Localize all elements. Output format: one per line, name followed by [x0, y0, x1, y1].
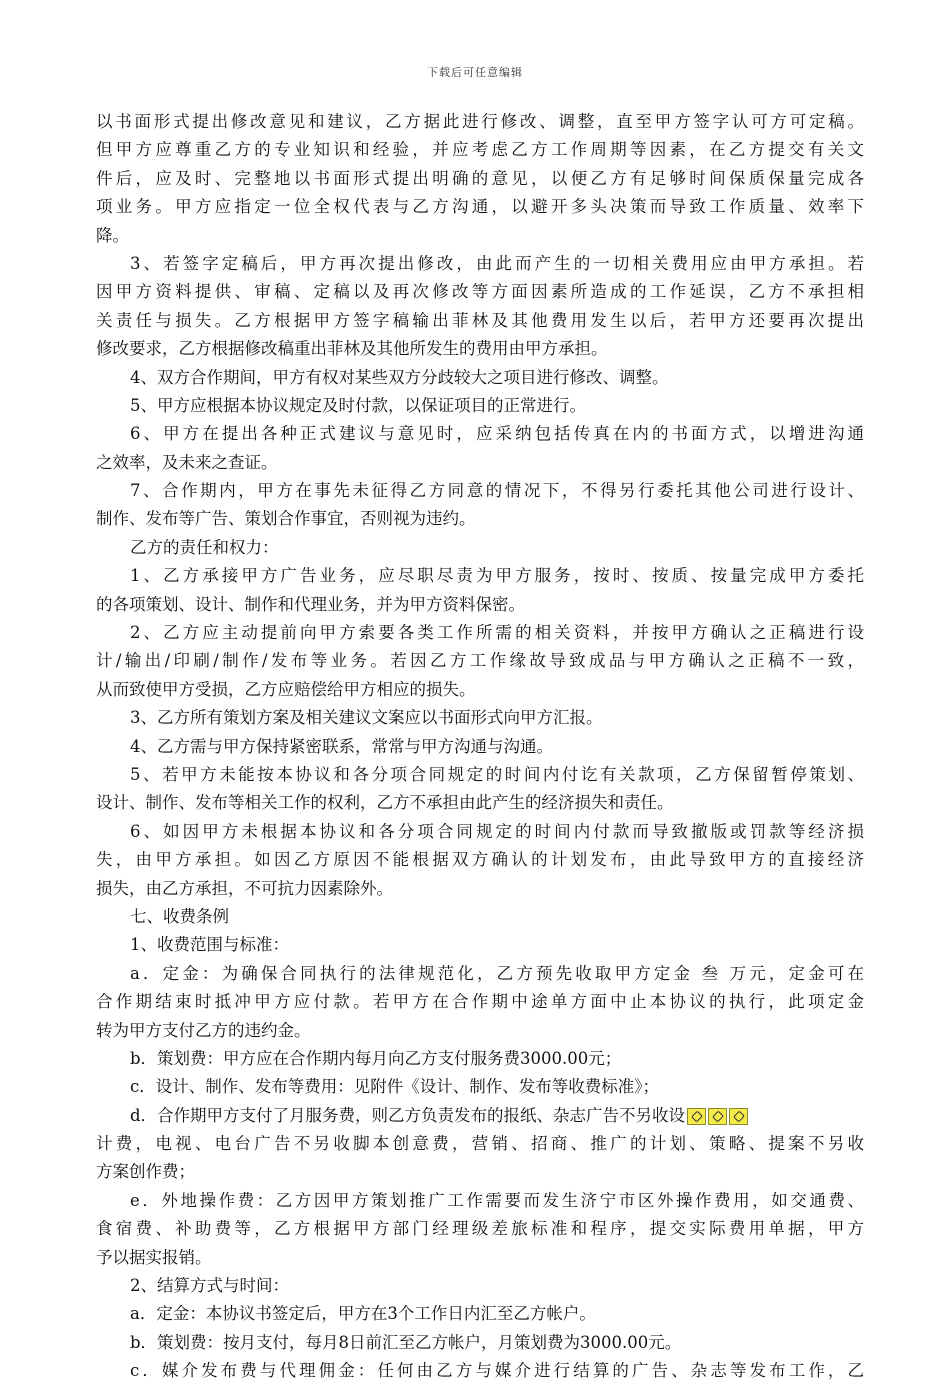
text-line: 合作期结束时抵冲甲方应付款。若甲方在合作期中途单方面中止本协议的执行，此项定金 [96, 992, 864, 1012]
text-line: 修改要求，乙方根据修改稿重出菲林及其他所发生的费用由甲方承担。 [96, 339, 608, 359]
text-line: 失，由甲方承担。如因乙方原因不能根据双方确认的计划发布，由此导致甲方的直接经济 [96, 850, 864, 870]
section-heading: 七、收费条例 [130, 906, 229, 926]
text-line: 转为甲方支付乙方的违约金。 [96, 1020, 311, 1040]
page-header: 下载后可任意编辑 [427, 66, 523, 79]
text-line: 食宿费、补助费等，乙方根据甲方部门经理级差旅标准和程序，提交实际费用单据，甲方 [96, 1219, 864, 1239]
subsection-heading: 1、收费范围与标准： [130, 935, 289, 955]
text-line: a．定金：为确保合同执行的法律规范化，乙方预先收取甲方定金 叁 万元，定金可在 [130, 963, 864, 983]
text-line: 3、若签字定稿后，甲方再次提出修改，由此而产生的一切相关费用应由甲方承担。若 [130, 253, 864, 273]
text-line: b．策划费：按月支付，每月8日前汇至乙方帐户，月策划费为3000.00元。 [130, 1332, 682, 1352]
text-line: 4、乙方需与甲方保持紧密联系，常常与甲方沟通与沟通。 [130, 736, 553, 756]
text-line: 计费，电视、电台广告不另收脚本创意费，营销、招商、推广的计划、策略、提案不另收 [96, 1134, 864, 1154]
text-line: 因甲方资料提供、审稿、定稿以及再次修改等方面因素所造成的工作延误，乙方不承担相 [96, 282, 864, 302]
link-icon [729, 1108, 748, 1125]
link-icon [708, 1108, 727, 1125]
placeholder-marks [687, 1102, 750, 1130]
text-line: 制作、发布等广告、策划合作事宜，否则视为违约。 [96, 509, 476, 529]
text-line: 以书面形式提出修改意见和建议，乙方据此进行修改、调整，直至甲方签字认可方可定稿。 [96, 112, 864, 131]
text-line: 1、乙方承接甲方广告业务，应尽职尽责为甲方服务，按时、按质、按量完成甲方委托 [130, 566, 864, 586]
text-line: 5、若甲方未能按本协议和各分项合同规定的时间内付讫有关款项，乙方保留暂停策划、 [130, 764, 864, 784]
text-line: 关责任与损失。乙方根据甲方签字稿输出菲林及其他费用发生以后，若甲方还要再次提出 [96, 310, 864, 330]
text-line: d．合作期甲方支付了月服务费，则乙方负责发布的报纸、杂志广告不另收设 [130, 1105, 686, 1125]
text-line: a．定金：本协议书签定后，甲方在3个工作日内汇至乙方帐户。 [130, 1304, 596, 1324]
text-line: 予以据实报销。 [96, 1247, 212, 1267]
text-line: 4、双方合作期间，甲方有权对某些双方分歧较大之项目进行修改、调整。 [130, 367, 669, 387]
text-line: 3、乙方所有策划方案及相关建议文案应以书面形式向甲方汇报。 [130, 708, 603, 728]
text-line: b．策划费：甲方应在合作期内每月向乙方支付服务费3000.00元； [130, 1048, 622, 1068]
text-line: 计/输出/印刷/制作/发布等业务。若因乙方工作缘故导致成品与甲方确认之正稿不一致， [96, 651, 864, 671]
text-line: 从而致使甲方受损，乙方应赔偿给甲方相应的损失。 [96, 679, 476, 699]
text-line: 设计、制作、发布等相关工作的权利，乙方不承担由此产生的经济损失和责任。 [96, 793, 674, 813]
text-line: 件后，应及时、完整地以书面形式提出明确的意见，以便乙方有足够时间保质保量完成各 [96, 168, 864, 188]
link-icon [687, 1108, 706, 1125]
text-line: 5、甲方应根据本协议规定及时付款，以保证项目的正常进行。 [130, 395, 586, 415]
text-line: 项业务。甲方应指定一位全权代表与乙方沟通，以避开多头决策而导致工作质量、效率下 [96, 197, 864, 217]
text-line: 2、乙方应主动提前向甲方索要各类工作所需的相关资料，并按甲方确认之正稿进行设 [130, 623, 864, 643]
text-line-with-marks [96, 1102, 864, 1130]
text-line: c．媒介发布费与代理佣金：任何由乙方与媒介进行结算的广告、杂志等发布工作，乙 [130, 1361, 864, 1381]
text-line: 的各项策划、设计、制作和代理业务，并为甲方资料保密。 [96, 594, 525, 614]
text-line: 6、甲方在提出各种正式建议与意见时，应采纳包括传真在内的书面方式，以增进沟通 [130, 424, 864, 444]
document-body [96, 108, 864, 1386]
text-line: 但甲方应尊重乙方的专业知识和经验，并应考虑乙方工作周期等因素，在乙方提交有关文 [96, 140, 864, 160]
text-line: 损失，由乙方承担，不可抗力因素除外。 [96, 878, 393, 898]
text-line: 7、合作期内，甲方在事先未征得乙方同意的情况下，不得另行委托其他公司进行设计、 [130, 481, 864, 501]
text-line: 之效率，及未来之查证。 [96, 452, 278, 472]
text-line: c．设计、制作、发布等费用：见附件《设计、制作、发布等收费标准》； [130, 1077, 659, 1097]
text-line: 降。 [96, 225, 129, 245]
text-line: e．外地操作费：乙方因甲方策划推广工作需要而发生济宁市区外操作费用，如交通费、 [130, 1190, 864, 1210]
subsection-heading: 2、结算方式与时间： [130, 1276, 289, 1296]
text-line: 6、如因甲方未根据本协议和各分项合同规定的时间内付款而导致撤版或罚款等经济损 [130, 821, 864, 841]
section-heading: 乙方的责任和权力： [130, 537, 279, 557]
text-line: 方案创作费； [96, 1162, 195, 1182]
